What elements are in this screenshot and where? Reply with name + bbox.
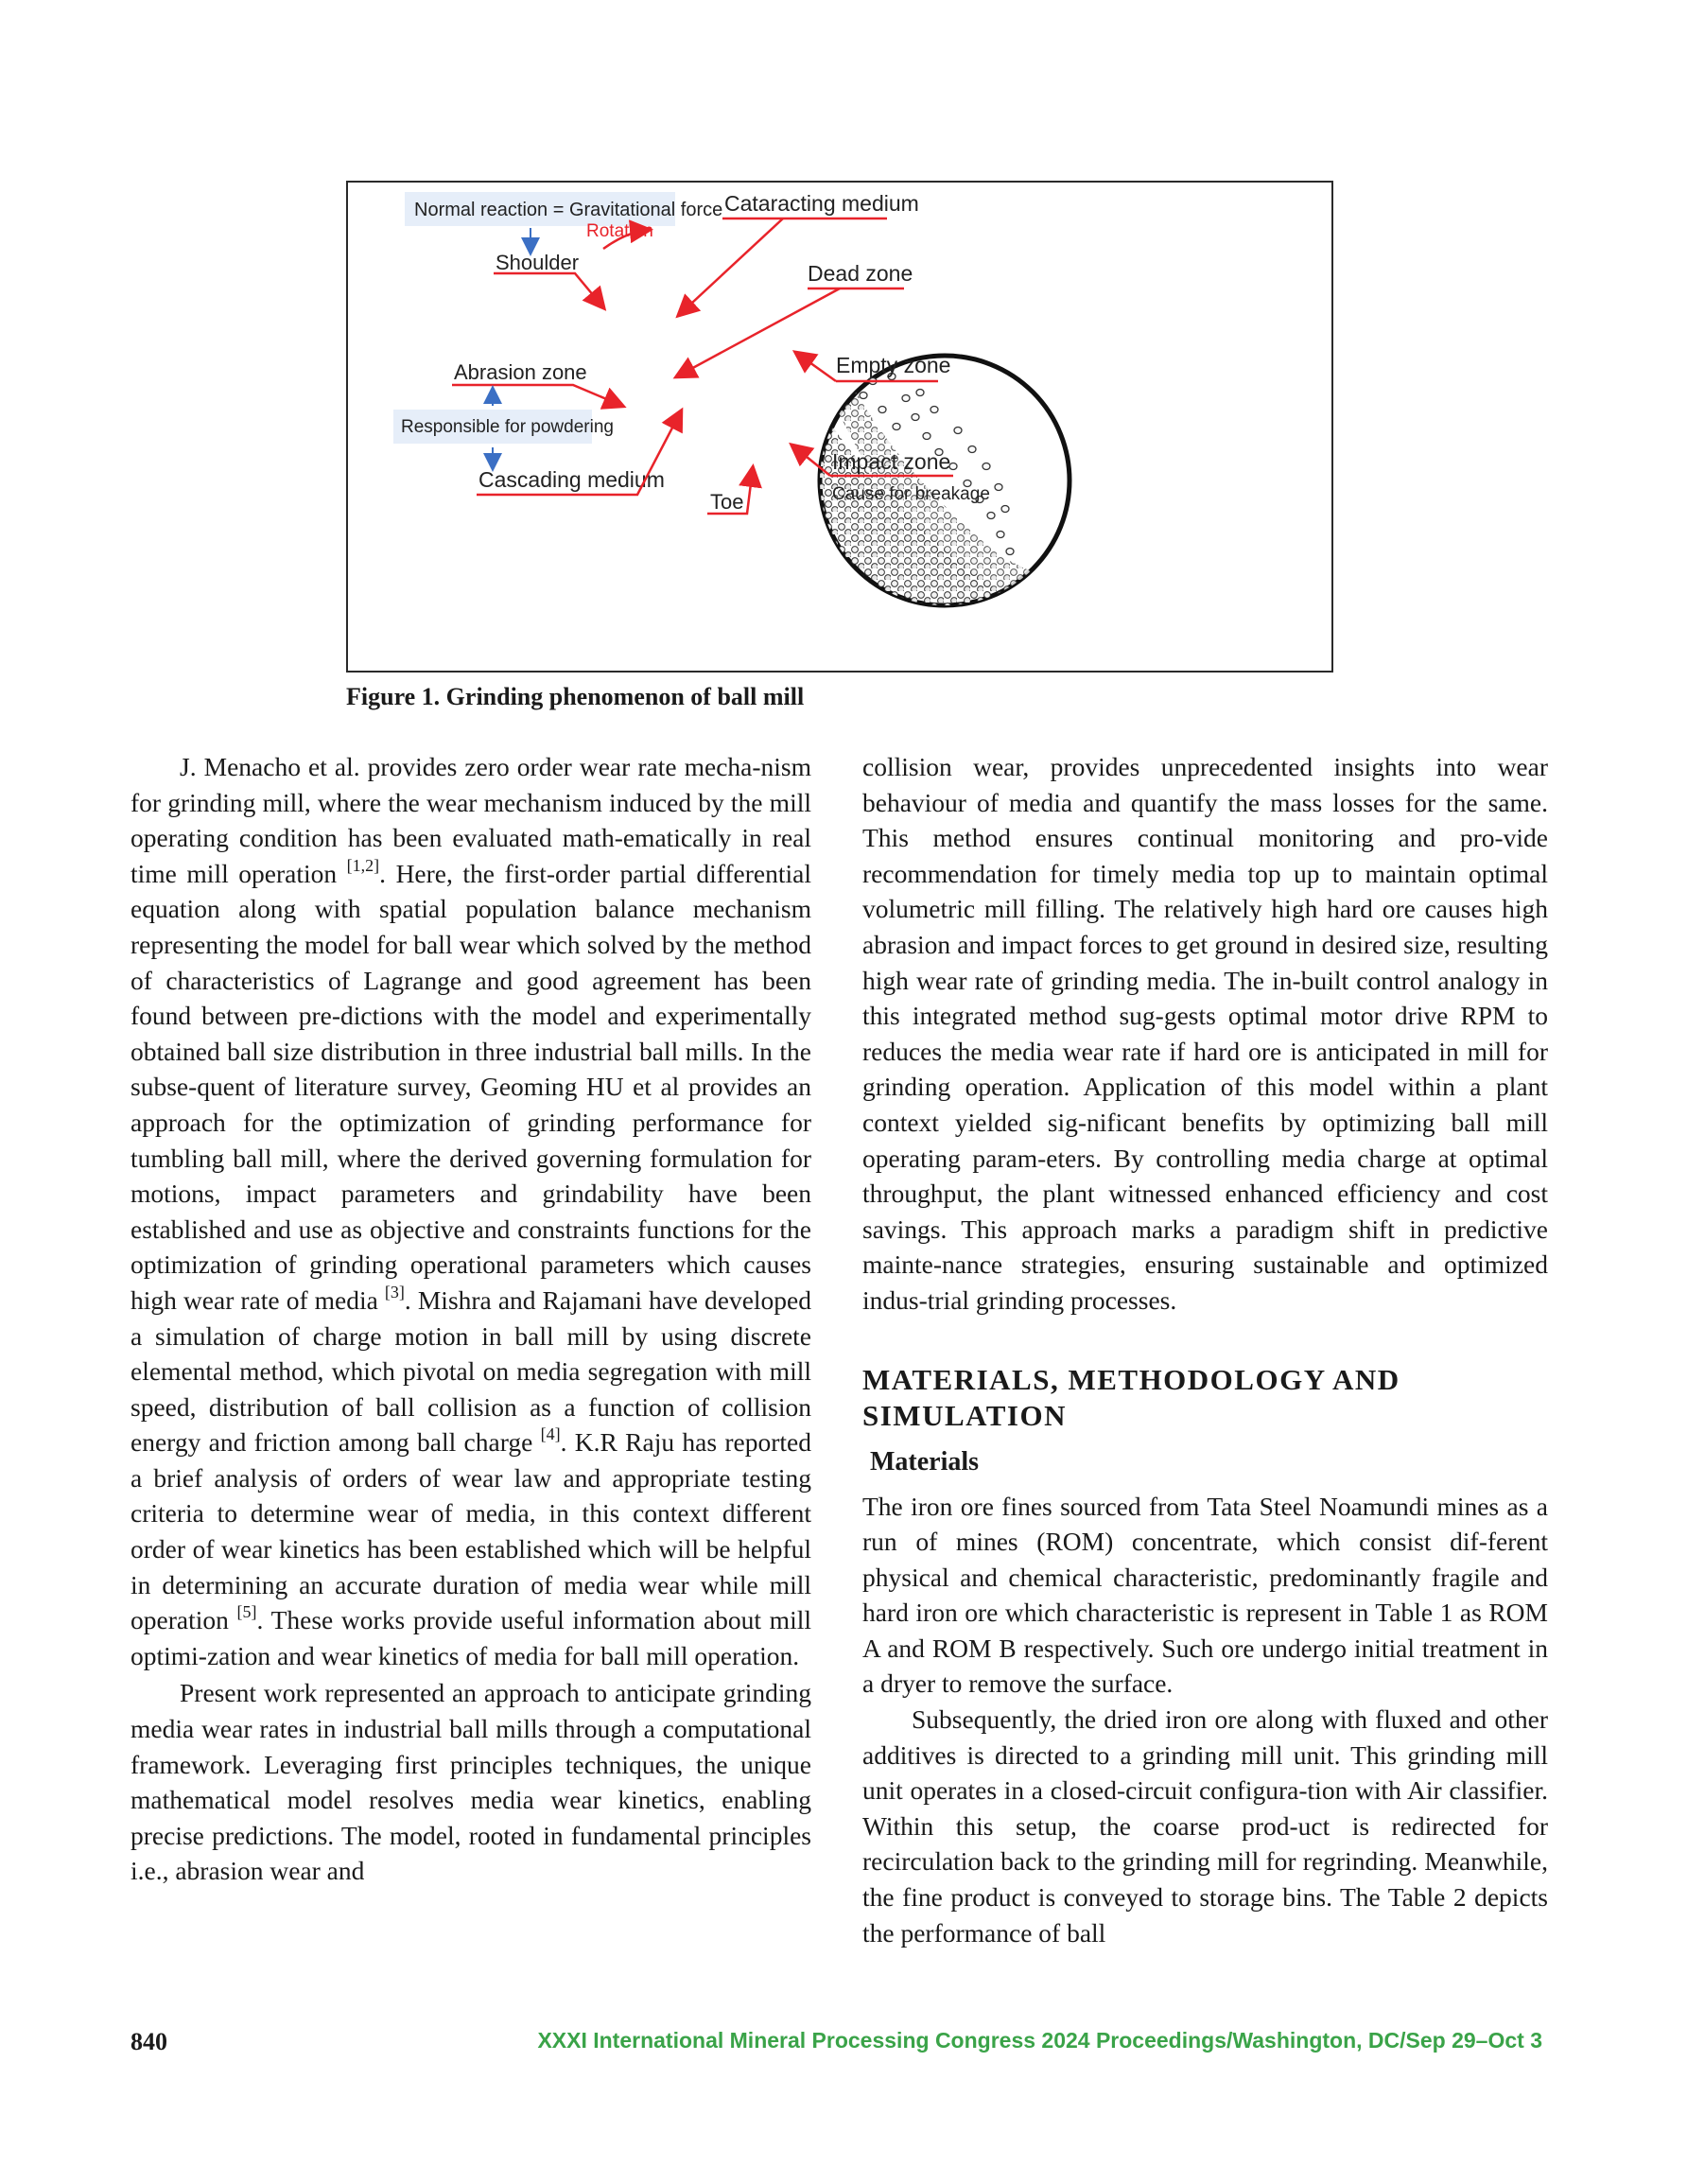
citation: [4]: [540, 1424, 561, 1444]
left-paragraph-1: [130, 749, 811, 1673]
empty-zone-label: Empty zone: [836, 353, 951, 377]
citation: [3]: [384, 1282, 405, 1302]
shoulder-label: Shoulder: [496, 251, 580, 274]
powdering-label: Responsible for powdering: [401, 417, 614, 437]
cascading-label: Cascading medium: [478, 467, 665, 492]
page-number: 840: [130, 2028, 167, 2055]
figure-1: [346, 181, 1333, 673]
left-paragraph-2: Present work represented an approach to anticipate grinding media wear rates in industrial ball mills through a computational framework. Leveraging first principles techniques, the unique mathematical model resolves media wear kinetics, enabling precise predictions. The model, rooted in fundamental principles i.e., abrasion wear and: [130, 1678, 811, 1886]
toe-label: Toe: [710, 490, 744, 514]
breakage-label: Cause for breakage: [832, 484, 990, 504]
subsection-heading: Materials: [870, 1446, 980, 1476]
section-heading: MATERIALS, METHODOLOGY AND SIMULATION: [862, 1362, 1400, 1432]
right-paragraph-1: collision wear, provides unprecedented insights into wear behaviour of media and quantify the mass losses for the same. This method ensures continual monitoring and pro-vide recommendation for timely media top up to maintain optimal volumetric mill filling. The relatively high hard ore causes high abrasion and impact forces to get ground in desired size, resulting high wear rate of grinding media. The in-built control analogy in this integrated method sug-gests optimal motor drive RPM to reduces the media wear rate if hard ore is anticipated in mill for grinding operation. Application of this model within a plant context yielded sig-nificant benefits by optimizing ball mill operating param-eters. By controlling media charge at optimal throughput, the plant witnessed enhanced efficiency and cost savings. This approach marks a paradigm shift in predictive mainte-nance strategies, ensuring sustainable and optimized indus-trial grinding processes.: [862, 752, 1548, 1315]
impact-zone-label: Impact zone: [832, 449, 951, 474]
text-span: . Here, the first-order partial differential equation along with spatial population balance mechanism representing the model for ball wear which solved by the method of characteristics of Lagrange and good agreement has been found between pre-dictions with the model and experimentally obtained ball size distribution in three industrial ball mills. In the subse-quent of literature survey, Geoming HU et al provides an approach for the optimization of grinding performance for tumbling ball mill, where the derived governing formulation for motions, impact parameters and grindability have been established and use as objective and constraints functions for the optimization of grinding operational parameters which causes high wear rate of media: [130, 858, 811, 1315]
text-span: . These works provide useful information about mill optimi-zation and wear kinetics of media for ball mill operation.: [130, 1605, 811, 1670]
figure-caption: Figure 1. Grinding phenomenon of ball mill: [346, 683, 805, 710]
citation: [1,2]: [346, 855, 380, 875]
abrasion-zone-label: Abrasion zone: [454, 360, 587, 384]
right-paragraph-2: The iron ore fines sourced from Tata Steel Noamundi mines as a run of mines (ROM) concentrate, which consist dif-ferent physical and chemical characteristic, predominantly fragile and hard iron ore which characteristic is represent in Table 1 as ROM A and ROM B respectively. Such ore undergo initial treatment in a dryer to remove the surface.: [862, 1491, 1548, 1699]
text-span: J. Menacho et al. provides zero order wear rate mecha-nism for grinding mill, where the wear mechanism induced by the mill operating condition has been evaluated math-ematically in real time mill operation: [130, 752, 811, 888]
proceedings-footer: XXXI International Mineral Processing Congress 2024 Proceedings/Washington, DC/Sep 29–Oct 3: [537, 2028, 1542, 2053]
text-span: . Mishra and Rajamani have developed a simulation of charge motion in ball mill by using discrete elemental method, which pivotal on media segregation with mill speed, distribution of ball collision as a function of collision energy and friction among ball charge: [130, 1284, 811, 1458]
dead-zone-label: Dead zone: [808, 261, 913, 286]
text-span: . K.R Raju has reported a brief analysis of orders of wear law and appropriate testing criteria to determine wear of media, in this context different order of wear kinetics has been established which will be helpful in determining an accurate duration of media wear while mill operation: [130, 1427, 811, 1635]
right-paragraph-3: Subsequently, the dried iron ore along with fluxed and other additives is directed to a grinding mill unit. This grinding mill unit operates in a closed-circuit configura-tion with Air classifier. Within this setup, the coarse prod-uct is redirected for recirculation back to the grinding mill for regrinding. Meanwhile, the fine product is conveyed to storage bins. The Table 2 depicts the performance of ball: [862, 1704, 1548, 1948]
rotation-label: Rotation: [586, 221, 653, 241]
left-column: [130, 749, 811, 1889]
cataracting-label: Cataracting medium: [724, 191, 919, 216]
ball-mill-diagram: [348, 183, 1331, 671]
citation: [5]: [236, 1602, 257, 1622]
normal-reaction-label: Normal reaction = Gravitational force: [414, 200, 723, 220]
right-column: [862, 749, 1548, 1950]
